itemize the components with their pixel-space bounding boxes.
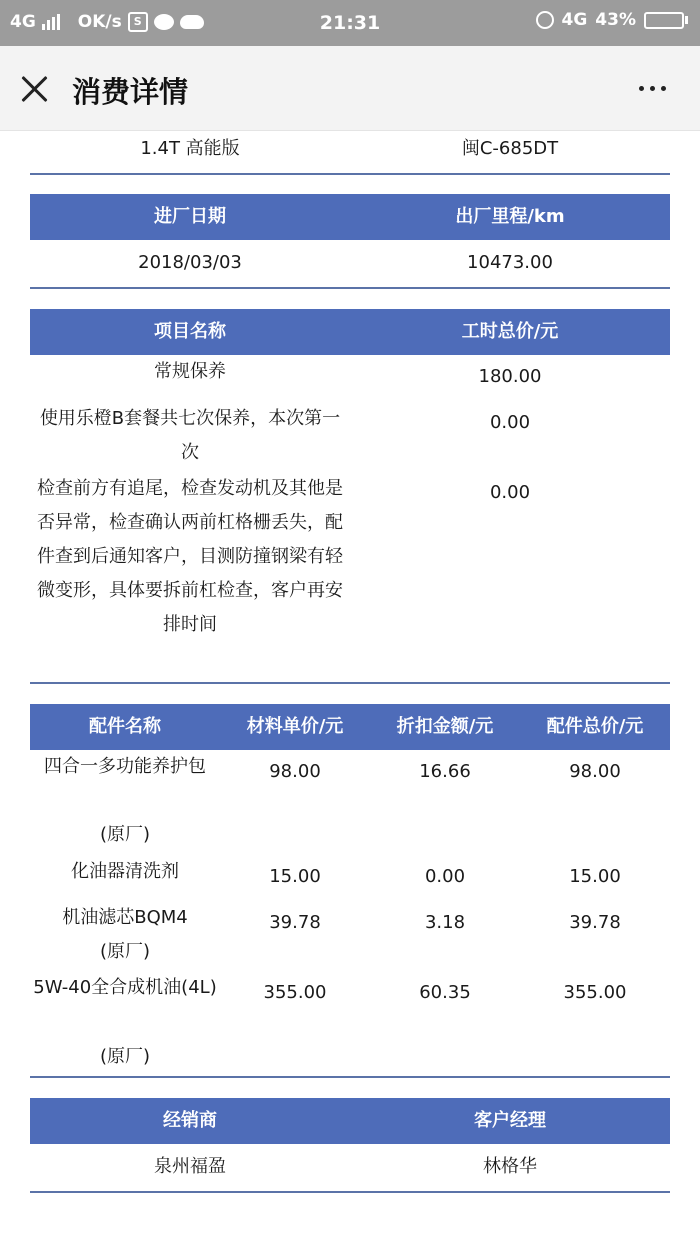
discount-header: 折扣金额/元 [396, 716, 494, 737]
divider [30, 1076, 670, 1078]
labor-item-name: 检查前方有追尾，检查发动机及其他是否异常，检查确认两前杠格栅丢失，配件查到后通知客户，目测防撞钢梁有轻微变形，具体要拆前杠检查，客户再安排时间 [37, 478, 343, 635]
part-name: 5W-40全合成机油(4L) [33, 977, 217, 998]
part-name: 化油器清洗剂 [71, 861, 179, 882]
part-discount: 60.35 [419, 982, 471, 1003]
labor-item-name: 使用乐橙B套餐共七次保养，本次第一次 [39, 408, 341, 463]
part-name: 机油滤芯BQM4 [62, 907, 188, 928]
entry-header [30, 194, 670, 240]
title-bar [0, 46, 700, 131]
divider [30, 682, 670, 684]
network-type-left: 4G [10, 12, 36, 32]
labor-item-name: 常规保养 [154, 361, 226, 382]
page-title: 消费详情 [72, 75, 189, 109]
mileage-header: 出厂里程/km [455, 206, 565, 227]
part-name-header: 配件名称 [89, 716, 161, 737]
part-unit-price: 355.00 [263, 982, 327, 1003]
manager-name: 林格华 [483, 1156, 537, 1177]
dealer-header [30, 1098, 670, 1144]
labor-header [30, 309, 670, 355]
mileage: 10473.00 [467, 252, 553, 273]
divider [30, 1191, 670, 1193]
manager-header-label: 客户经理 [474, 1110, 546, 1131]
network-type-right: 4G [561, 10, 588, 30]
divider [30, 173, 670, 175]
battery-icon [644, 12, 688, 29]
dealer-header-label: 经销商 [163, 1110, 217, 1131]
part-discount: 16.66 [419, 761, 471, 782]
labor-item-price: 0.00 [489, 482, 531, 503]
part-note: (原厂) [99, 1046, 151, 1067]
part-unit-price: 98.00 [269, 761, 321, 782]
entry-date: 2018/03/03 [138, 252, 242, 273]
labor-item-price: 180.00 [478, 366, 542, 387]
alarm-icon [536, 11, 554, 29]
part-note: (原厂) [99, 941, 151, 962]
part-total: 98.00 [569, 761, 621, 782]
more-options-icon[interactable] [639, 86, 666, 91]
part-discount: 3.18 [424, 912, 466, 933]
license-plate: 闽C-685DT [461, 138, 559, 159]
part-total: 15.00 [569, 866, 621, 887]
labor-price-header: 工时总价/元 [461, 321, 559, 342]
part-total: 355.00 [563, 982, 627, 1003]
part-unit-price: 15.00 [269, 866, 321, 887]
part-name: 四合一多功能养护包 [44, 756, 206, 777]
unit-price-header: 材料单价/元 [246, 716, 344, 737]
dealer-name: 泉州福盈 [154, 1156, 226, 1177]
status-bar [0, 0, 700, 46]
part-discount: 0.00 [424, 866, 466, 887]
part-unit-price: 39.78 [269, 912, 321, 933]
clock: 21:31 [319, 12, 381, 34]
part-note: (原厂) [99, 824, 151, 845]
network-speed: OK/s [77, 12, 122, 32]
car-model: 1.4T 高能版 [140, 138, 240, 159]
parts-header [30, 704, 670, 750]
divider [30, 287, 670, 289]
item-name-header: 项目名称 [154, 321, 226, 342]
s-app-icon: S [128, 12, 148, 32]
part-total: 39.78 [569, 912, 621, 933]
labor-item-price: 0.00 [489, 412, 531, 433]
entry-date-header: 进厂日期 [154, 206, 226, 227]
close-icon[interactable] [20, 74, 50, 104]
part-total-header: 配件总价/元 [546, 716, 644, 737]
battery-percent: 43% [595, 10, 636, 30]
